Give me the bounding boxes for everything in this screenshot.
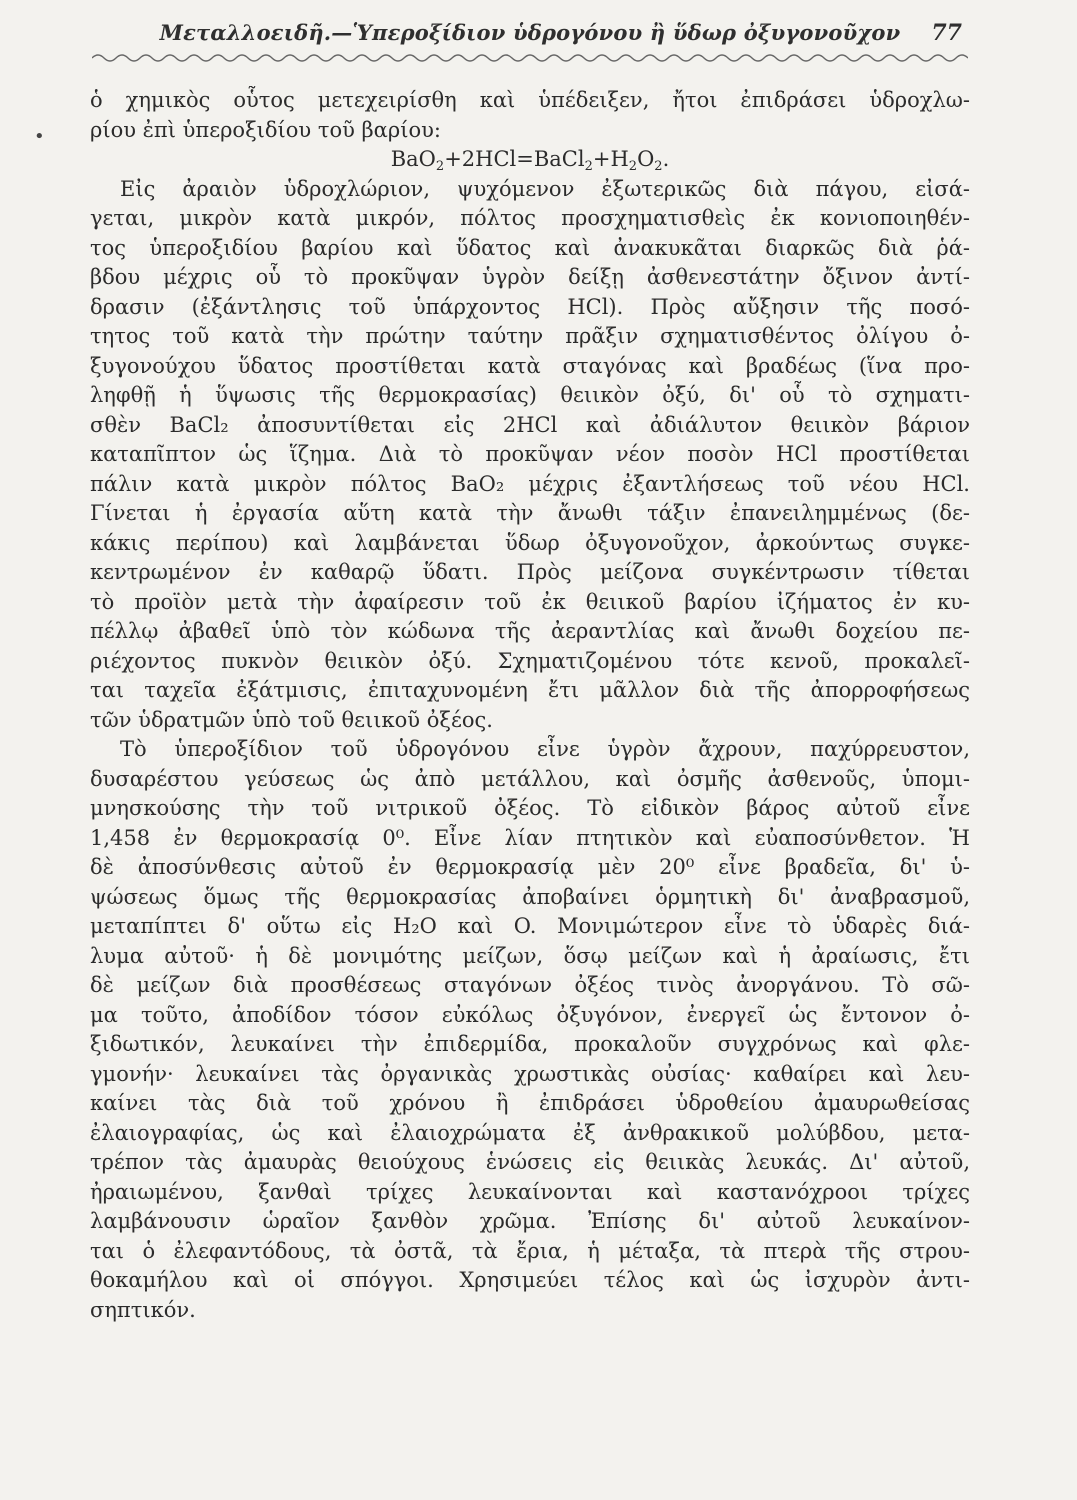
text-line: τος ὑπεροξιδίου βαρίου καὶ ὕδατος καὶ ἀνακυκᾶται διαρκῶς διὰ ῥά- [90, 235, 970, 260]
text-line: βδου μέχρις οὗ τὸ προκῦψαν ὑγρὸν δείξῃ ἀσθενεστάτην ὄξινον ἀντί- [90, 265, 970, 289]
text-line: ται ὁ ἐλεφαντόδους, τὰ ὀστᾶ, τὰ ἔρια, ἡ μέταξα, τὰ πτερὰ τῆς στρου- [90, 1238, 970, 1263]
text-line: λυμα αὐτοῦ· ἡ δὲ μονιμότης μείζων, ὅσῳ μείζων καὶ ἡ ἀραίωσις, ἔτι [90, 943, 970, 968]
text-line: καταπῖπτον ὡς ἵζημα. Διὰ τὸ προκῦψαν νέον ποσὸν HCl προστίθεται [90, 442, 970, 466]
running-header [92, 14, 968, 54]
text-line: ριέχοντος πυκνὸν θειικὸν ὀξύ. Σχηματιζομένου τότε κενοῦ, προκαλεῖ- [90, 648, 970, 673]
text-line: μα τοῦτο, ἀποδίδον τόσον εὐκόλως ὀξυγόνον, ἐνεργεῖ ὡς ἔντονον ὀ- [90, 1002, 970, 1027]
text-line: ἠραιωμένου, ξανθαὶ τρίχες λευκαίνονται καὶ καστανόχροοι τρίχες [90, 1179, 970, 1204]
text-line: ψώσεως ὅμως τῆς θερμοκρασίας ἀποβαίνει ὁρμητικὴ δι' ἀναβρασμοῦ, [90, 884, 970, 909]
text-line: ται ταχεῖα ἐξάτμισις, ἐπιταχυνομένη ἔτι μᾶλλον διὰ τῆς ἀπορροφήσεως [90, 678, 970, 702]
text-line: μνησκούσης τὴν τοῦ νιτρικοῦ ὀξέος. Τὸ εἰδικὸν βάρος αὐτοῦ εἶνε [90, 796, 970, 820]
text-line: λαμβάνουσιν ὡραῖον ξανθὸν χρῶμα. Ἐπίσης δι' αὐτοῦ λευκαίνον- [90, 1209, 970, 1233]
text-line: δὲ ἀποσύνθεσις αὐτοῦ ἐν θερμοκρασίᾳ μὲν 20⁰ εἶνε βραδεῖα, δι' ὑ- [90, 855, 970, 879]
page-number: 77 [931, 20, 962, 46]
header-title: Μεταλλοειδῆ.—Ὑπεροξίδιον ὑδρογόνου ἢ ὕδωρ ὀξυγονοῦχον [159, 20, 901, 45]
text-line: Γίνεται ἡ ἐργασία αὕτη κατὰ τὴν ἄνωθι τάξιν ἐπανειλημμένως (δε- [90, 501, 970, 525]
text-line: Εἰς ἀραιὸν ὑδροχλώριον, ψυχόμενον ἐξωτερικῶς διὰ πάγου, εἰσά- [120, 176, 970, 201]
text-line: 1,458 ἐν θερμοκρασίᾳ 0⁰. Εἶνε λίαν πτητικὸν καὶ εὐαποσύνθετον. Ἡ [90, 825, 970, 850]
text-line: πάλιν κατὰ μικρὸν πόλτος BaO₂ μέχρις ἐξαντλήσεως τοῦ νέου HCl. [90, 471, 970, 496]
text-line: δρασιν (ἐξάντλησις τοῦ ὑπάρχοντος HCl). Πρὸς αὔξησιν τῆς ποσό- [90, 294, 970, 319]
text-line: τρέπον τὰς ἀμαυρὰς θειούχους ἑνώσεις εἰς θειικὰς λευκάς. Δι' αὐτοῦ, [90, 1150, 970, 1174]
text-line: δὲ μείζων διὰ προσθέσεως σταγόνων ὀξέος τινὸς ἀνοργάνου. Τὸ σῶ- [90, 973, 970, 997]
text-line: τὸ προϊὸν μετὰ τὴν ἀφαίρεσιν τοῦ ἐκ θειικοῦ βαρίου ἰζήματος ἐν κυ- [90, 589, 970, 614]
text-line: ρίου ἐπὶ ὑπεροξιδίου τοῦ βαρίου: [90, 117, 441, 142]
text-line: δυσαρέστου γεύσεως ὡς ἀπὸ μετάλλου, καὶ ὀσμῆς ἀσθενοῦς, ὑπομι- [90, 766, 970, 791]
text-line: Τὸ ὑπεροξίδιον τοῦ ὑδρογόνου εἶνε ὑγρὸν ἄχρουν, παχύρρευστον, [120, 737, 970, 761]
text-line: ὁ χημικὸς οὗτος μετεχειρίσθη καὶ ὑπέδειξεν, ἤτοι ἐπιδράσει ὑδροχλω- [90, 88, 970, 112]
text-line: καίνει τὰς διὰ τοῦ χρόνου ἢ ἐπιδράσει ὑδροθείου ἀμαυρωθείσας [90, 1091, 970, 1115]
text-line: θοκαμήλου καὶ οἱ σπόγγοι. Χρησιμεύει τέλος καὶ ὡς ἰσχυρὸν ἀντι- [90, 1268, 970, 1292]
text-line: γμονήν· λευκαίνει τὰς ὀργανικὰς χρωστικὰς οὐσίας· καθαίρει καὶ λευ- [90, 1061, 970, 1086]
text-line: σθὲν BaCl₂ ἀποσυντίθεται εἰς 2HCl καὶ ἀδιάλυτον θειικὸν βάριον [90, 412, 970, 437]
text-line: ληφθῇ ἡ ὕψωσις τῆς θερμοκρασίας) θειικὸν ὀξύ, δι' οὗ τὸ σχηματι- [90, 383, 970, 407]
text-line: κάκις περίπου) καὶ λαμβάνεται ὕδωρ ὀξυγονοῦχον, ἀρκούντως συγκε- [90, 530, 970, 555]
body-text [90, 86, 970, 1325]
header-wavy-rule [92, 52, 968, 64]
chemical-equation: $BaO_2+2HCl=BaCl_2+H_2O_2$. [390, 147, 670, 174]
text-line: σηπτικόν. [90, 1297, 196, 1322]
text-line: πέλλῳ ἀβαθεῖ ὑπὸ τὸν κώδωνα τῆς ἀεραντλίας καὶ ἄνωθι δοχείου πε- [90, 619, 970, 643]
text-line: ξυγονούχου ὕδατος προστίθεται κατὰ σταγόνας καὶ βραδέως (ἵνα προ- [90, 353, 970, 378]
text-line: ξιδωτικόν, λευκαίνει τὴν ἐπιδερμίδα, προκαλοῦν συγχρόνως καὶ φλε- [90, 1032, 970, 1056]
margin-mark: • [34, 126, 45, 147]
text-line: ἐλαιογραφίας, ὡς καὶ ἐλαιοχρώματα ἐξ ἀνθρακικοῦ μολύβδου, μετα- [90, 1120, 970, 1145]
text-line: γεται, μικρὸν κατὰ μικρόν, πόλτος προσχηματισθεὶς ἐκ κονιοποιηθέν- [90, 206, 970, 230]
text-line: μεταπίπτει δ' οὕτω εἰς H₂O καὶ O. Μονιμώτερον εἶνε τὸ ὑδαρὲς διά- [90, 914, 970, 938]
text-line: κεντρωμένον ἐν καθαρῷ ὕδατι. Πρὸς μείζονα συγκέντρωσιν τίθεται [90, 560, 970, 584]
text-line: τητος τοῦ κατὰ τὴν πρώτην ταύτην πρᾶξιν σχηματισθέντος ὀλίγου ὀ- [90, 324, 970, 348]
text-line: τῶν ὑδρατμῶν ὑπὸ τοῦ θειικοῦ ὀξέος. [90, 707, 493, 732]
